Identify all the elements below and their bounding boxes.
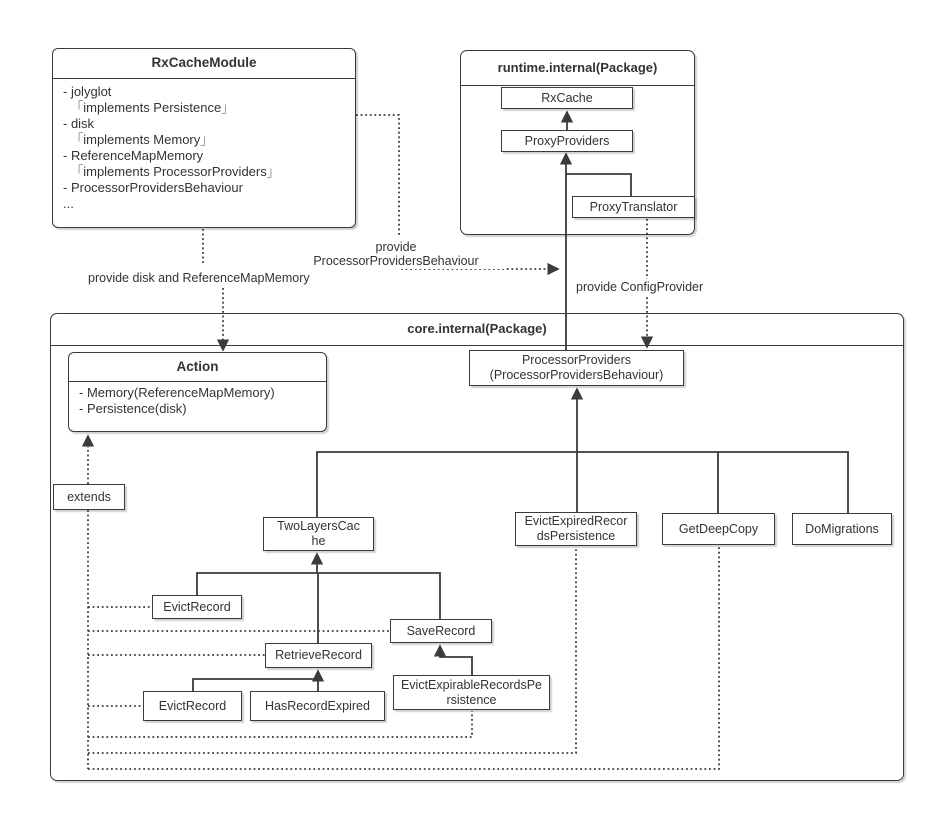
member-line: ... <box>63 196 74 211</box>
processorproviders-name: ProcessorProviders <box>521 353 632 367</box>
member-line: - Memory(ReferenceMapMemory) <box>79 385 275 400</box>
class-evictrecord-top: EvictRecord <box>152 595 242 619</box>
class-evictrecord-bottom: EvictRecord <box>143 691 242 721</box>
rxcache-module-class <box>52 48 356 228</box>
action-members <box>69 382 326 420</box>
label-provide-disk: provide disk and ReferenceMapMemory <box>85 270 313 286</box>
member-line: - ProcessorProvidersBehaviour <box>63 180 243 195</box>
member-line: - Persistence(disk) <box>79 401 187 416</box>
action-class <box>68 352 327 432</box>
class-hasrecordexpired: HasRecordExpired <box>250 691 385 721</box>
class-saverecord: SaveRecord <box>390 619 492 643</box>
member-line: 「implements Memory」 <box>63 132 214 147</box>
class-processorproviders <box>469 350 684 386</box>
class-evictexpirablerecordspersistence: EvictExpirableRecordsPersistence <box>393 675 550 710</box>
label-provide-configprovider: provide ConfigProvider <box>573 279 706 295</box>
member-line: 「implements Persistence」 <box>63 100 235 115</box>
member-line: - ReferenceMapMemory <box>63 148 204 163</box>
extends-label-box: extends <box>53 484 125 510</box>
class-domigrations: DoMigrations <box>792 513 892 545</box>
label-line: provide <box>375 240 417 254</box>
action-title: Action <box>69 353 326 382</box>
class-getdeepcopy: GetDeepCopy <box>662 513 775 545</box>
label-line: ProcessorProvidersBehaviour <box>313 254 479 268</box>
class-proxyproviders: ProxyProviders <box>501 130 633 152</box>
member-line: - disk <box>63 116 95 131</box>
class-proxytranslator: ProxyTranslator <box>572 196 695 218</box>
label-provide-processorprovidersbehaviour <box>288 239 504 269</box>
class-rxcache: RxCache <box>501 87 633 109</box>
rxcache-module-members <box>53 79 355 217</box>
class-evictexpiredrecordspersistence: EvictExpiredRecordsPersistence <box>515 512 637 546</box>
rxcache-module-title: RxCacheModule <box>53 49 355 79</box>
member-line: 「implements ProcessorProviders」 <box>63 164 280 179</box>
runtime-package-title: runtime.internal(Package) <box>461 51 694 86</box>
processorproviders-subname: (ProcessorProvidersBehaviour) <box>489 368 664 382</box>
class-retrieverecord: RetrieveRecord <box>265 643 372 668</box>
class-twolayerscache: TwoLayersCache <box>263 517 374 551</box>
core-package-title: core.internal(Package) <box>51 314 903 346</box>
edge-rxcachemodule-right-elbow <box>356 115 399 237</box>
member-line: - jolyglot <box>63 84 112 99</box>
